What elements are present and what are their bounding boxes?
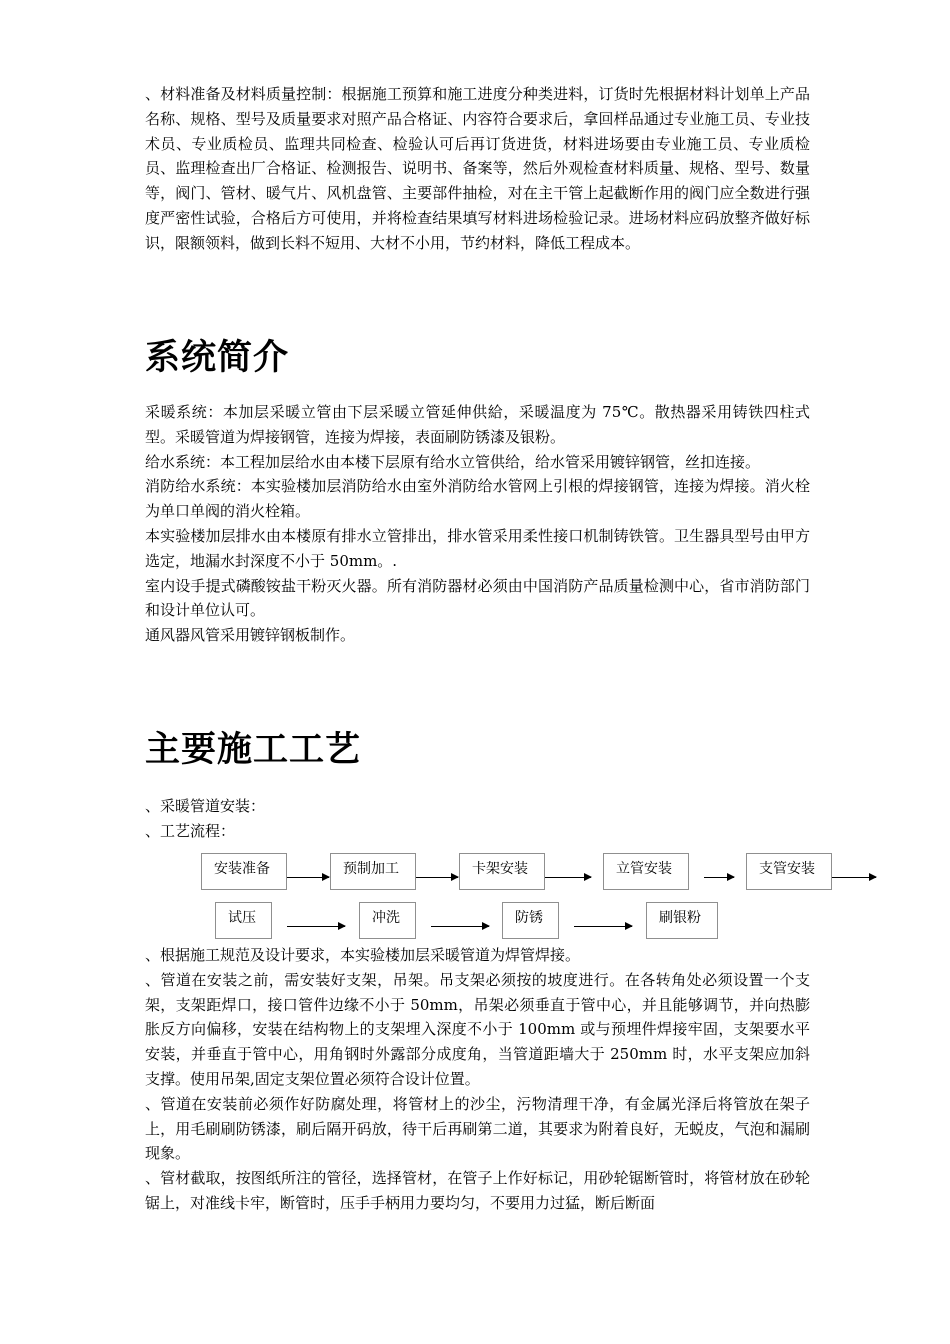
- intro-paragraph: [145, 82, 810, 256]
- process-body: [145, 943, 810, 1216]
- flow-step-branch-install: 支管安装: [746, 853, 832, 890]
- heating-pipe-install-line: 、采暖管道安装：: [145, 797, 266, 815]
- flow-step-silver-paint: 刷银粉: [646, 902, 718, 939]
- intro-text: 、材料准备及材料质量控制：根据施工预算和施工进度分种类进料，订货时先根据材料计划单上产品名称、规格、型号及质量要求对照产品合格证、内容符合要求后，拿回样品通过专业施工员、专业技术员、专业质检员、监理共同检查、检验认可后再订货进货，材料进场要由专业施工员、专业质检员、监理检查出厂合格证、检测报告、说明书、备案等，然后外观检查材料质量、规格、型号、数量等，阀门、管材、暖气片、风机盘管、主要部件抽检，对在主干管上起截断作用的阀门应全数进行强度严密性试验，合格后方可使用，并将检查结果填写材料进场检验记录。进场材料应码放整齐做好标识，限额领料，做到长料不短用、大材不小用，节约材料，降低工程成本。: [145, 85, 810, 252]
- section-title-construction-process: 主要施工工艺: [145, 730, 362, 770]
- welding-paragraph: 、根据施工规范及设计要求，本实验楼加层采暖管道为焊管焊接。: [145, 946, 581, 964]
- process-intro: [145, 794, 810, 844]
- flow-arrow: [287, 926, 345, 927]
- flow-arrow: [545, 877, 591, 878]
- flow-arrow: [431, 926, 489, 927]
- extinguisher-paragraph: 室内设手提式磷酸铵盐干粉灭火器。所有消防器材必须由中国消防产品质量检测中心，省市消防部门和设计单位认可。: [145, 576, 810, 620]
- water-supply-paragraph: 给水系统：本工程加层给水由本楼下层原有给水立管供给，给水管采用镀锌钢管，丝扣连接。: [145, 452, 761, 471]
- flow-step-flushing: 冲洗: [359, 902, 416, 939]
- pipe-cutting-paragraph: 、管材截取，按图纸所注的管径，选择管材，在管子上作好标记，用砂轮锯断管时，将管材放在砂轮锯上，对准线卡牢，断管时，压手手柄用力要均匀，不要用力过猛，断后断面: [145, 1169, 810, 1212]
- section-title-system-overview: 系统简介: [145, 338, 290, 378]
- drainage-paragraph: 本实验楼加层排水由本楼原有排水立管排出，排水管采用柔性接口机制铸铁管。卫生器具型号由甲方选定，地漏水封深度不小于 50mm。.: [145, 526, 810, 570]
- flow-arrow: [832, 877, 876, 878]
- fire-water-paragraph: 消防给水系统：本实验楼加层消防给水由室外消防给水管网上引根的焊接钢管，连接为焊接。消火栓为单口单阀的消火栓箱。: [145, 477, 810, 521]
- flow-step-rustproofing: 防锈: [502, 902, 559, 939]
- ventilation-paragraph: 通风器风管采用镀锌钢板制作。: [145, 626, 356, 645]
- flow-step-pressure-test: 试压: [215, 902, 272, 939]
- flow-step-bracket-install: 卡架安装: [459, 853, 545, 890]
- flow-arrow: [574, 926, 632, 927]
- support-install-paragraph: 、管道在安装之前，需安装好支架，吊架。吊支架必须按的坡度进行。在各转角处必须设置一个支架，支架距焊口，接口管件边缘不小于 50mm，吊架必须垂直于管中心，并且能够调节，并向热膨胀反方向偏移，安装在结构物上的支架埋入深度不小于 100mm 或与预埋件焊接牢固，支架要水平安装，并垂直于管中心，用角钢时外露部分成度角，当管道距墙大于 250mm 时，水平支架应加斜支撑。使用吊架,固定支架位置必须符合设计位置。: [145, 970, 810, 1088]
- flow-arrow: [704, 877, 734, 878]
- flow-step-prefabrication: 预制加工: [330, 853, 416, 890]
- anticorrosion-paragraph: 、管道在安装前必须作好防腐处理，将管材上的沙尘，污物清理干净，有金属光泽后将管放在架子上，用毛刷刷防锈漆，刷后隔开码放，待干后再刷第二道，其要求为附着良好，无蜕皮，气泡和漏刷现象。: [145, 1094, 810, 1163]
- flow-arrow: [287, 877, 329, 878]
- process-flow-label: 、工艺流程：: [145, 821, 236, 840]
- flow-arrow: [416, 877, 458, 878]
- flow-step-riser-install: 立管安装: [603, 853, 689, 890]
- flow-step-preparation: 安装准备: [201, 853, 287, 890]
- system-overview-body: [145, 400, 810, 648]
- heating-system-paragraph: 采暖系统：本加层采暖立管由下层采暖立管延伸供給，采暖温度为 75℃。散热器采用铸铁四柱式型。采暖管道为焊接钢管，连接为焊接，表面刷防锈漆及银粉。: [145, 403, 810, 446]
